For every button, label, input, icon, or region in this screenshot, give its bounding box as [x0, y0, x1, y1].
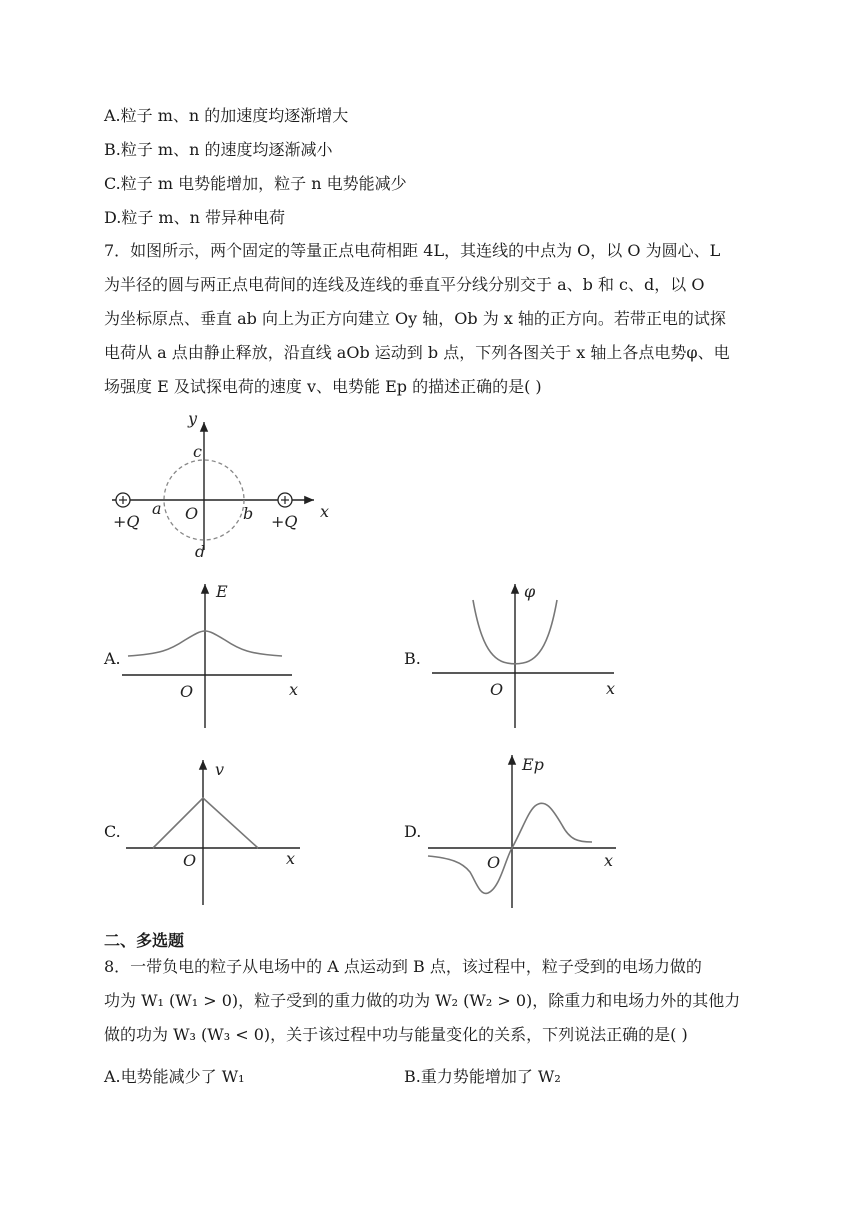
question-7-line: 为半径的圆与两正点电荷间的连线及连线的垂直平分线分别交于 a、b 和 c、d，以 O [104, 275, 705, 294]
label-a: a [152, 499, 162, 518]
question-7-line: 为坐标原点、垂直 ab 向上为正方向建立 Oy 轴，Ob 为 x 轴的正方向。若带正电的试探 [104, 309, 726, 328]
graph-b-x-label: x [606, 679, 616, 698]
charge-left-icon [116, 493, 130, 507]
question-8-line: 做的功为 W₃ (W₃ < 0)，关于该过程中功与能量变化的关系，下列说法正确的是( ) [104, 1025, 688, 1044]
graph-c [126, 760, 300, 905]
graph-d-origin: O [487, 853, 501, 872]
option-a-prev: A.粒子 m、n 的加速度均逐渐增大 [104, 106, 349, 125]
label-x: x [320, 502, 330, 521]
graph-d-x-label: x [604, 851, 614, 870]
label-charge-right: +Q [271, 512, 298, 531]
question-8-option-b: B.重力势能增加了 W₂ [404, 1067, 561, 1086]
question-8-line: 功为 W₁ (W₁ > 0)，粒子受到的重力做的功为 W₂ (W₂ > 0)，除重力和电场力外的其他力 [104, 991, 741, 1010]
graph-b [432, 582, 615, 728]
graph-b-y-label: φ [524, 582, 536, 601]
charge-right-icon [278, 493, 292, 507]
graph-a-x-label: x [289, 680, 299, 699]
graph-a [122, 582, 298, 728]
graph-c-origin: O [183, 851, 197, 870]
graph-d-y-label: Ep [522, 755, 544, 774]
charge-figure [112, 409, 329, 561]
option-b-prev: B.粒子 m、n 的速度均逐渐减小 [104, 140, 333, 159]
question-7-line: 7．如图所示，两个固定的等量正点电荷相距 4L，其连线的中点为 O，以 O 为圆心、L [104, 241, 721, 260]
option-a-label: A. [104, 649, 121, 668]
graph-c-y-label: v [215, 760, 225, 779]
label-y: y [188, 409, 198, 428]
graph-d [428, 755, 616, 908]
graph-c-x-label: x [286, 849, 296, 868]
label-o: O [185, 504, 199, 523]
label-charge-left: +Q [113, 512, 140, 531]
label-c: c [193, 442, 202, 461]
question-7-line: 场强度 E 及试探电荷的速度 v、电势能 Ep 的描述正确的是( ) [104, 377, 542, 396]
option-b-label: B. [404, 649, 421, 668]
question-8 [104, 950, 754, 1052]
label-b: b [243, 504, 254, 523]
option-c-prev: C.粒子 m 电势能增加，粒子 n 电势能减少 [104, 174, 407, 193]
question-8-line: 8．一带负电的粒子从电场中的 A 点运动到 B 点，该过程中，粒子受到的电场力做的 [104, 957, 702, 976]
option-c-label: C. [104, 822, 121, 841]
question-8-option-a: A.电势能减少了 W₁ [104, 1067, 245, 1086]
option-d-label: D. [404, 822, 422, 841]
label-d: d [195, 542, 206, 561]
option-d-prev: D.粒子 m、n 带异种电荷 [104, 208, 285, 227]
graph-a-origin: O [180, 682, 194, 701]
section-title: 二、多选题 [104, 931, 185, 950]
graph-a-y-label: E [216, 582, 228, 601]
graph-c-curve [153, 798, 258, 848]
graph-b-origin: O [490, 680, 504, 699]
question-7-line: 电荷从 a 点由静止释放，沿直线 aOb 运动到 b 点，下列各图关于 x 轴上各点电势φ、电 [104, 343, 730, 362]
